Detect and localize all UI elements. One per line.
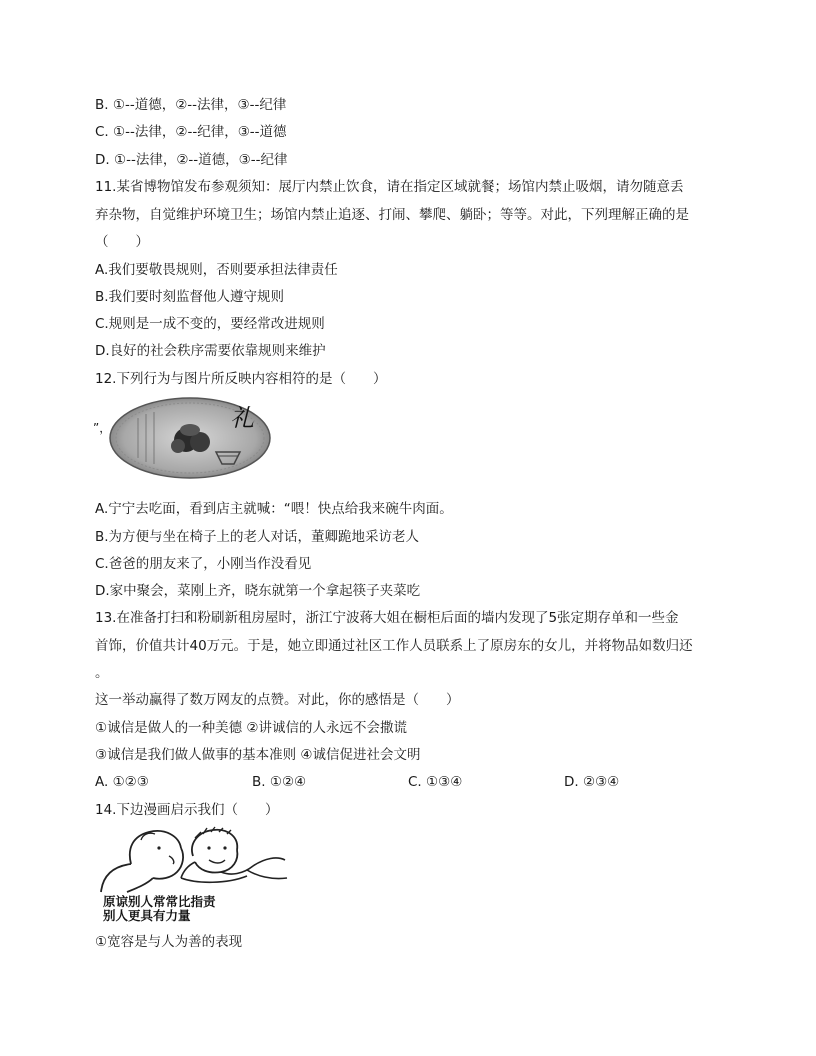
q13-stem-line-2: 首饰，价值共计40万元。于是，她立即通过社区工作人员联系上了原房东的女儿，并将物品如数归还 xyxy=(95,638,693,654)
forgiveness-cartoon-drawing xyxy=(97,826,291,894)
q14-stem: 14.下边漫画启示我们（ ） xyxy=(95,802,279,818)
q13-option-d: D. ②③④ xyxy=(564,774,620,790)
q11-stem-line-1: 11.某省博物馆发布参观须知：展厅内禁止饮食，请在指定区域就餐；场馆内禁止吸烟，请勿随意丢 xyxy=(95,179,684,195)
etiquette-illustration-drawing xyxy=(108,396,272,480)
q13-option-c: C. ①③④ xyxy=(408,774,463,790)
q14-statement-1: ①宽容是与人为善的表现 xyxy=(95,934,243,950)
q13-option-b: B. ①②④ xyxy=(252,774,307,790)
q13-stem-line-1: 13.在准备打扫和粉刷新租房屋时，浙江宁波蒋大姐在橱柜后面的墙内发现了5张定期存单和一些金 xyxy=(95,610,679,626)
q10-option-b: B. ①--道德，②--法律，③--纪律 xyxy=(95,97,287,113)
q10-option-d: D. ①--法律，②--道德，③--纪律 xyxy=(95,152,288,168)
q11-stem-line-3: （ ） xyxy=(95,234,149,250)
q13-option-a: A. ①②③ xyxy=(95,774,149,790)
q11-option-b: B.我们要时刻监督他人遵守规则 xyxy=(95,289,285,305)
q12-image-left-mark: ”， xyxy=(93,421,112,435)
cartoon-caption-line-2: 别人更具有力量 xyxy=(103,908,191,923)
q11-option-a: A.我们要敬畏规则，否则要承担法律责任 xyxy=(95,262,338,278)
q13-stem-line-3: 。 xyxy=(95,665,109,681)
q12-option-d: D.家中聚会，菜刚上齐，晓东就第一个拿起筷子夹菜吃 xyxy=(95,583,421,599)
q13-statement-1-2: ①诚信是做人的一种美德 ②讲诚信的人永远不会撒谎 xyxy=(95,720,407,736)
q11-stem-line-2: 弃杂物，自觉维护环境卫生；场馆内禁止追逐、打闹、攀爬、躺卧；等等。对此，下列理解正确的是 xyxy=(95,207,689,223)
q13-stem-line-4: 这一举动赢得了数万网友的点赞。对此，你的感悟是（ ） xyxy=(95,692,460,708)
q10-option-c: C. ①--法律，②--纪律，③--道德 xyxy=(95,124,287,140)
q13-options-row xyxy=(95,773,735,791)
q13-statement-3-4: ③诚信是我们做人做事的基本准则 ④诚信促进社会文明 xyxy=(95,747,421,763)
q12-stem: 12.下列行为与图片所反映内容相符的是（ ） xyxy=(95,371,387,387)
q12-option-b: B.为方便与坐在椅子上的老人对话，董卿跪地采访老人 xyxy=(95,529,420,545)
q12-option-c: C.爸爸的朋友来了，小刚当作没看见 xyxy=(95,556,312,572)
q12-option-a: A.宁宁去吃面，看到店主就喊：“喂！快点给我来碗牛肉面。 xyxy=(95,501,453,517)
q11-option-c: C.规则是一成不变的，要经常改进规则 xyxy=(95,316,325,332)
etiquette-illustration xyxy=(108,396,272,480)
cartoon-caption-line-1: 原谅别人常常比指责 xyxy=(103,894,216,909)
forgiveness-cartoon xyxy=(97,826,291,922)
image-char-li: 礼 xyxy=(230,404,254,432)
q11-option-d: D.良好的社会秩序需要依靠规则来维护 xyxy=(95,343,326,359)
